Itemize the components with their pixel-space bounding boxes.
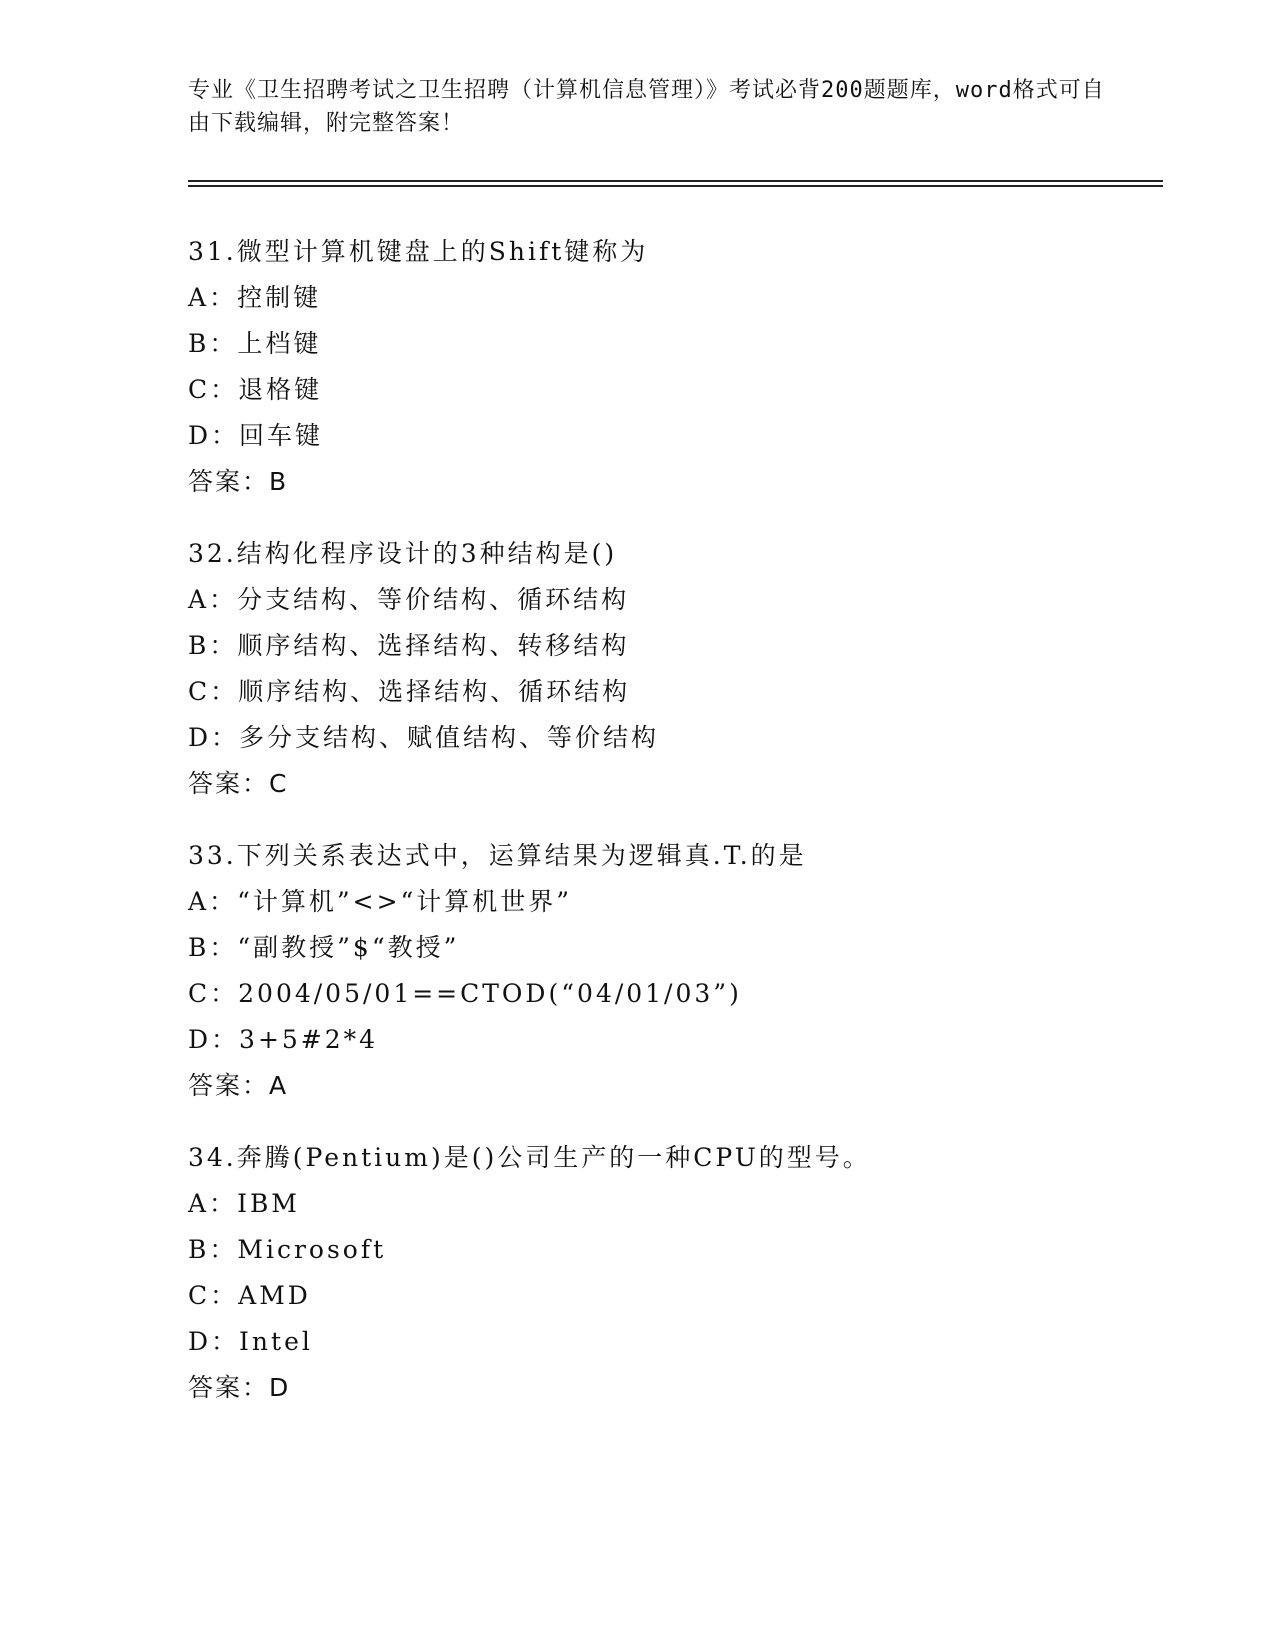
option-key: C：: [188, 979, 239, 1008]
option-b: [188, 630, 1148, 662]
option-key: A：: [188, 1189, 238, 1218]
answer-line: 答案：B: [188, 467, 289, 496]
answer-line: 答案：A: [188, 1071, 289, 1100]
option-a: [188, 282, 1148, 314]
answer-line: 答案：D: [188, 1373, 291, 1402]
option-text: 回车键: [239, 421, 324, 450]
option-key: B：: [188, 329, 238, 358]
option-c: [188, 676, 1148, 708]
question-stem: 34.奔腾(Pentium)是()公司生产的一种CPU的型号。: [188, 1143, 871, 1172]
option-a: [188, 584, 1148, 616]
option-c: [188, 374, 1148, 406]
option-key: A：: [188, 887, 238, 916]
option-text: 2004/05/01==CTOD(“04/01/03”): [238, 979, 742, 1008]
option-key: B：: [188, 1235, 238, 1264]
question-stem: 31.微型计算机键盘上的Shift键称为: [188, 237, 649, 266]
header-divider-bottom: [188, 185, 1163, 187]
option-d: [188, 420, 1148, 452]
option-d: [188, 1024, 1148, 1056]
option-key: C：: [188, 677, 239, 706]
option-a: [188, 886, 1148, 918]
option-key: D：: [188, 1327, 240, 1356]
option-text: “计算机”<>“计算机世界”: [237, 887, 573, 916]
option-b: [188, 932, 1148, 964]
option-text: “副教授”$“教授”: [237, 933, 460, 962]
question-stem: 32.结构化程序设计的3种结构是(): [188, 539, 618, 568]
question-stem: 33.下列关系表达式中，运算结果为逻辑真.T.的是: [188, 841, 807, 870]
option-c: [188, 1280, 1148, 1312]
option-key: B：: [188, 631, 238, 660]
option-text: AMD: [238, 1281, 311, 1310]
option-key: C：: [188, 1281, 239, 1310]
option-key: B：: [188, 933, 238, 962]
option-d: [188, 722, 1148, 754]
option-key: D：: [188, 1025, 240, 1054]
header-divider-top: [188, 180, 1163, 182]
option-text: 控制键: [237, 283, 322, 312]
option-text: IBM: [237, 1189, 300, 1218]
document-header: 专业《卫生招聘考试之卫生招聘（计算机信息管理）》考试必背200题题库，word格式可自由下载编辑，附完整答案！: [188, 78, 1105, 136]
option-c: [188, 978, 1148, 1010]
option-key: A：: [188, 585, 238, 614]
question-34: [188, 1142, 1148, 1404]
answer-line: 答案：C: [188, 769, 289, 798]
option-text: Microsoft: [237, 1235, 387, 1264]
option-text: 退格键: [238, 375, 323, 404]
option-key: D：: [188, 421, 240, 450]
option-d: [188, 1326, 1148, 1358]
option-text: 3+5#2*4: [239, 1025, 379, 1054]
option-b: [188, 1234, 1148, 1266]
option-key: A：: [188, 283, 238, 312]
option-text: 多分支结构、赋值结构、等价结构: [239, 723, 660, 752]
option-b: [188, 328, 1148, 360]
option-text: 分支结构、等价结构、循环结构: [237, 585, 630, 614]
option-key: C：: [188, 375, 239, 404]
option-text: 顺序结构、选择结构、循环结构: [238, 677, 631, 706]
option-key: D：: [188, 723, 240, 752]
question-32: [188, 538, 1148, 800]
option-text: Intel: [239, 1327, 313, 1356]
option-a: [188, 1188, 1148, 1220]
option-text: 上档键: [237, 329, 322, 358]
question-31: [188, 236, 1148, 498]
question-33: [188, 840, 1148, 1102]
option-text: 顺序结构、选择结构、转移结构: [237, 631, 630, 660]
question-list: [188, 236, 1148, 1444]
